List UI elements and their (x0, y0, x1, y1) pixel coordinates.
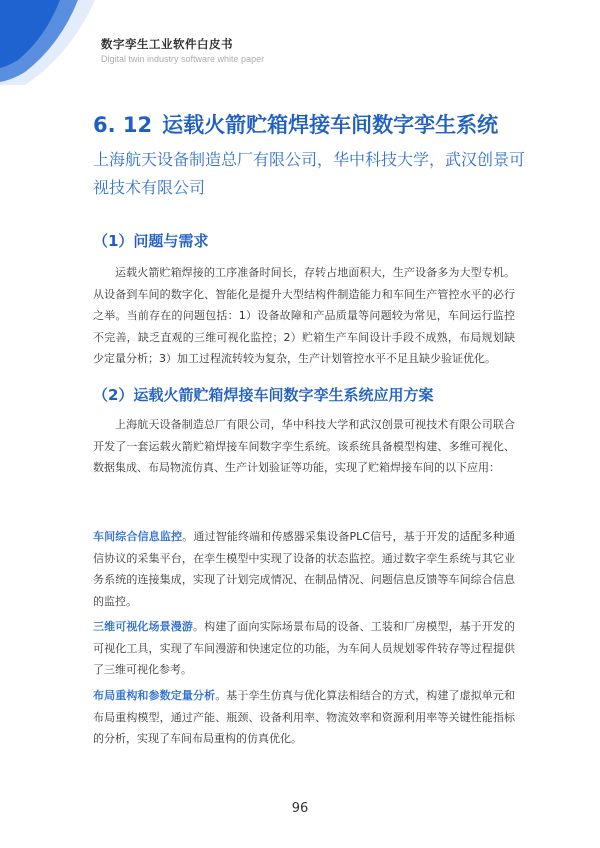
subheading-solution: （2）运载火箭贮箱焊接车间数字孪生系统应用方案 (93, 386, 434, 404)
problems-paragraph: 运载火箭贮箱焊接的工序准备时间长，存转占地面积大，生产设备多为大型专机。从设备到车间的数字化、智能化是提升大型结构件制造能力和车间生产管控水平的必行之举。当前存在的问题包括：1）设备故障和产品质量等问题较为常见，车间运行监控不完善，缺乏直观的三维可视化监控；2）贮箱生产车间设计手段不成熟，布局规划缺少定量分析；3）加工过程流转较为复杂，生产计划管控水平不足且缺少验证优化。 (93, 266, 515, 366)
item-workshop-monitoring (93, 526, 515, 612)
solution-intro-paragraph: 上海航天设备制造总厂有限公司，华中科技大学和武汉创景可视技术有限公司联合开发了一套运载火箭贮箱焊接车间数字孪生系统。该系统具备模型构建、多维可视化、数据集成、布局物流仿真、生产计划验证等功能，实现了贮箱焊接车间的以下应用： (93, 418, 515, 475)
item-label: 布局重构和参数定量分析 (93, 689, 216, 702)
page-number: 96 (291, 801, 309, 816)
item-layout-analysis (93, 685, 515, 750)
item-label: 车间综合信息监控 (93, 530, 183, 543)
section-number: 6. 12 (93, 113, 153, 137)
organizations: 上海航天设备制造总厂有限公司，华中科技大学，武汉创景可视技术有限公司 (93, 150, 526, 197)
section-title-text: 运载火箭贮箱焊接车间数字孪生系统 (162, 113, 499, 137)
item-label: 三维可视化场景漫游 (93, 620, 193, 633)
running-header (101, 37, 264, 65)
item-3d-roaming (93, 616, 515, 681)
item-text: 。通过智能终端和传感器采集设备PLC信号，基于开发的适配多种通信协议的采集平台，在孪生模型中实现了设备的状态监控。通过数字孪生系统与其它业务系统的连接集成，实现了计划完成情况、在制品情况、问题信息反馈等车间综合信息的监控。 (93, 530, 515, 608)
section-title (93, 110, 563, 140)
item-text: 。构建了面向实际场景布局的设备、工装和厂房模型，基于开发的可视化工具，实现了车间漫游和快速定位的功能，为车间人员规划零件转存等过程提供了三维可视化参考。 (93, 620, 516, 677)
header-subtitle: Digital twin industry software white paper (101, 54, 265, 64)
subheading-problems: （1）问题与需求 (93, 232, 209, 250)
header-title: 数字孪生工业软件白皮书 (101, 37, 233, 51)
item-text: 。基于孪生仿真与优化算法相结合的方式，构建了虚拟单元和布局重构模型，通过产能、瓶颈、设备利用率、物流效率和资源利用率等关键性能指标的分析，实现了车间布局重构的仿真优化。 (93, 689, 516, 746)
header-corner-band (0, 0, 600, 90)
